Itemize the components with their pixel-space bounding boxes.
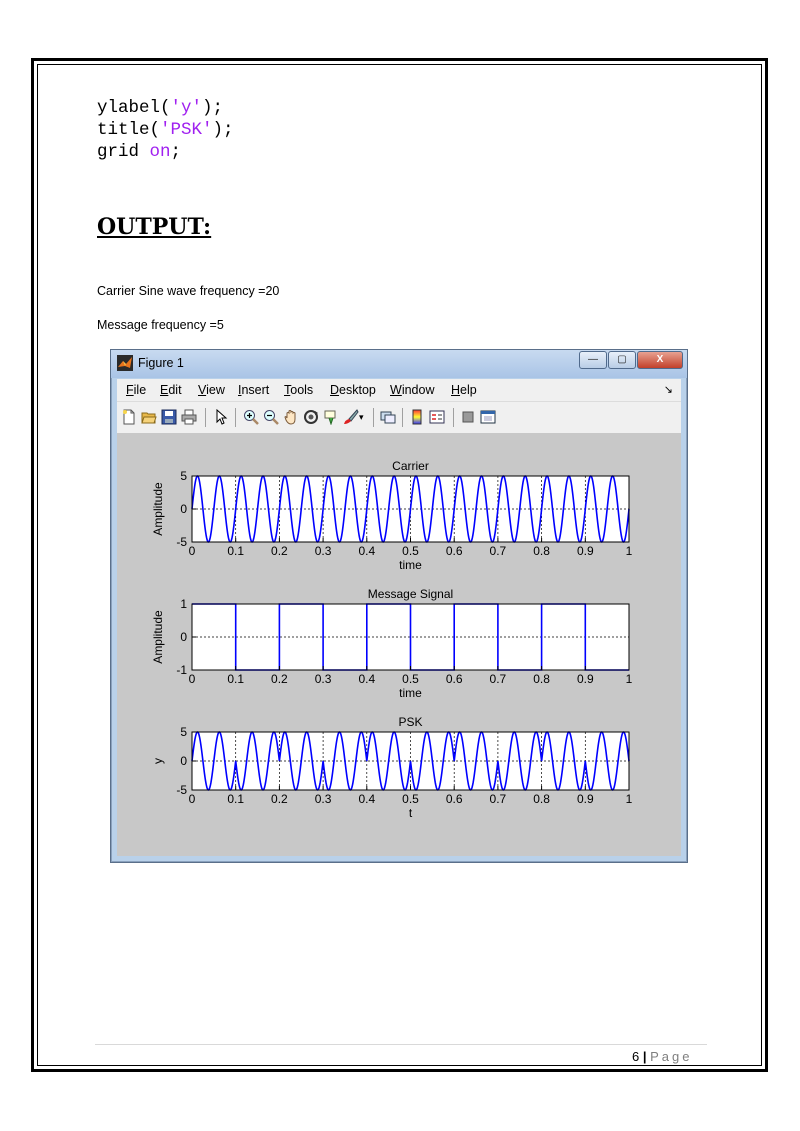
x-tick-label: 0.1	[227, 544, 245, 558]
x-tick-label: 0.8	[533, 792, 550, 806]
new-figure-icon[interactable]	[121, 409, 137, 425]
menu-help[interactable]	[451, 383, 477, 397]
toolbar-separator	[373, 408, 374, 427]
menu-window[interactable]	[390, 383, 434, 397]
code-text: ;	[170, 142, 182, 162]
figure-toolbar	[117, 401, 681, 434]
link-plot-icon[interactable]	[380, 409, 396, 425]
y-axis-label: y	[151, 758, 165, 764]
x-tick-label: 0.5	[402, 672, 419, 686]
x-tick-label: 0.2	[271, 792, 288, 806]
x-tick-label: 0	[188, 672, 196, 686]
zoom-out-icon[interactable]	[263, 409, 279, 425]
window-title: Figure 1	[138, 356, 184, 370]
toolbar-separator	[235, 408, 236, 427]
menu-label: esktop	[339, 383, 376, 397]
x-tick-label: 0.1	[227, 672, 245, 686]
page-footer	[632, 1049, 693, 1064]
y-tick-label: 0	[180, 754, 187, 768]
code-string: 'y'	[170, 98, 203, 118]
toolbar-separator	[205, 408, 206, 427]
x-tick-label: 0.5	[402, 544, 419, 558]
figure-window	[110, 349, 688, 863]
y-tick-label: 0	[180, 630, 187, 644]
x-tick-label: 0.2	[271, 672, 288, 686]
menu-label: nsert	[241, 383, 270, 397]
code-line	[97, 119, 234, 141]
x-tick-label: 0.6	[445, 792, 463, 806]
footer-separator: |	[642, 1049, 647, 1064]
subplot-title: PSK	[398, 715, 423, 729]
x-tick-label: 0.4	[358, 672, 376, 686]
page-label: Page	[650, 1049, 693, 1064]
x-tick-label: 0.8	[533, 544, 550, 558]
subplot-title: Carrier	[392, 459, 429, 473]
y-tick-label: 1	[180, 597, 187, 611]
menu-label: ile	[133, 383, 147, 397]
x-tick-label: 0.8	[533, 672, 550, 686]
maximize-button[interactable]: ▢	[608, 351, 636, 369]
message-frequency-text: Message frequency =5	[97, 318, 224, 332]
menu-mnemonic: V	[198, 383, 207, 397]
colorbar-icon[interactable]	[409, 409, 425, 425]
x-tick-label: 0.4	[358, 792, 376, 806]
x-tick-label: 0.9	[576, 792, 594, 806]
y-axis-label: Amplitude	[151, 482, 165, 536]
x-tick-label: 0.1	[227, 792, 245, 806]
menu-mnemonic: T	[284, 383, 291, 397]
open-file-icon[interactable]	[141, 409, 157, 425]
menu-mnemonic: D	[330, 383, 340, 397]
y-axis-label: Amplitude	[151, 610, 165, 664]
figure-canvas	[117, 433, 681, 856]
x-tick-label: 0.6	[445, 544, 463, 558]
menu-mnemonic: H	[451, 383, 461, 397]
code-block	[97, 97, 234, 163]
pan-hand-icon[interactable]	[283, 409, 299, 425]
legend-icon[interactable]	[429, 409, 445, 425]
footer-rule	[95, 1044, 707, 1045]
x-tick-label: 0	[188, 544, 196, 558]
pointer-icon[interactable]	[213, 409, 229, 425]
rotate-3d-icon[interactable]	[303, 409, 319, 425]
x-tick-label: 0	[188, 792, 196, 806]
x-tick-label: 0.3	[314, 672, 332, 686]
window-titlebar[interactable]	[111, 350, 687, 378]
y-tick-label: -1	[176, 663, 187, 677]
show-plot-tools-icon[interactable]	[480, 409, 496, 425]
x-axis-label: time	[399, 558, 422, 572]
save-icon[interactable]	[161, 409, 177, 425]
page-number: 6	[632, 1049, 640, 1064]
code-line	[97, 141, 234, 163]
menu-mnemonic: E	[160, 383, 169, 397]
menu-view[interactable]	[198, 383, 225, 397]
menu-mnemonic: W	[390, 383, 402, 397]
y-tick-label: -5	[176, 535, 187, 549]
y-tick-label: 0	[180, 502, 187, 516]
x-tick-label: 0.4	[358, 544, 376, 558]
x-tick-label: 0.5	[402, 792, 419, 806]
x-tick-label: 0.6	[445, 672, 463, 686]
dock-arrow-icon[interactable]: ↘	[663, 384, 673, 396]
output-heading: OUTPUT:	[97, 214, 212, 240]
x-tick-label: 0.7	[489, 672, 507, 686]
x-tick-label: 1	[625, 672, 633, 686]
x-tick-label: 1	[625, 544, 633, 558]
carrier-frequency-text: Carrier Sine wave frequency =20	[97, 284, 280, 298]
menu-label: dit	[168, 383, 182, 397]
menu-bar	[117, 379, 681, 401]
toolbar-separator	[402, 408, 403, 427]
x-tick-label: 0.9	[576, 672, 594, 686]
menu-label: iew	[206, 383, 225, 397]
x-tick-label: 0.3	[314, 544, 332, 558]
brush-dropdown-icon[interactable]: ▾	[359, 412, 364, 422]
code-text: title(	[97, 120, 161, 140]
x-axis-label: time	[399, 686, 422, 700]
code-text: );	[202, 98, 224, 118]
code-string: 'PSK'	[160, 120, 213, 140]
menu-insert[interactable]	[238, 383, 269, 397]
x-tick-label: 0.7	[489, 792, 507, 806]
x-tick-label: 1	[625, 792, 633, 806]
menu-mnemonic: I	[238, 383, 242, 397]
matlab-logo-icon	[117, 355, 133, 371]
hide-plot-tools-icon[interactable]	[460, 409, 476, 425]
code-line	[97, 97, 234, 119]
zoom-in-icon[interactable]	[243, 409, 259, 425]
code-text: ylabel(	[97, 98, 171, 118]
menu-label: indow	[401, 383, 435, 397]
menu-tools[interactable]	[284, 383, 313, 397]
x-tick-label: 0.7	[489, 544, 507, 558]
subplot-title: Message Signal	[367, 587, 454, 601]
brush-icon[interactable]	[343, 409, 359, 425]
toolbar-separator	[453, 408, 454, 427]
subplots-svg	[117, 433, 681, 856]
print-icon[interactable]	[181, 409, 197, 425]
y-tick-label: -5	[176, 783, 187, 797]
menu-desktop[interactable]	[330, 383, 376, 397]
menu-label: ools	[290, 383, 314, 397]
code-text: grid	[97, 142, 150, 162]
minimize-button[interactable]: —	[579, 351, 607, 369]
menu-label: elp	[460, 383, 477, 397]
x-tick-label: 0.9	[576, 544, 594, 558]
code-text: );	[212, 120, 234, 140]
menu-mnemonic: F	[126, 383, 134, 397]
y-tick-label: 5	[180, 469, 187, 483]
x-axis-label: t	[408, 806, 413, 820]
x-tick-label: 0.2	[271, 544, 288, 558]
menu-edit[interactable]	[160, 383, 182, 397]
x-tick-label: 0.3	[314, 792, 332, 806]
menu-file[interactable]	[126, 383, 146, 397]
data-cursor-icon[interactable]	[323, 409, 339, 425]
close-button[interactable]: X	[637, 351, 683, 369]
code-string: on	[149, 142, 171, 162]
y-tick-label: 5	[180, 725, 187, 739]
